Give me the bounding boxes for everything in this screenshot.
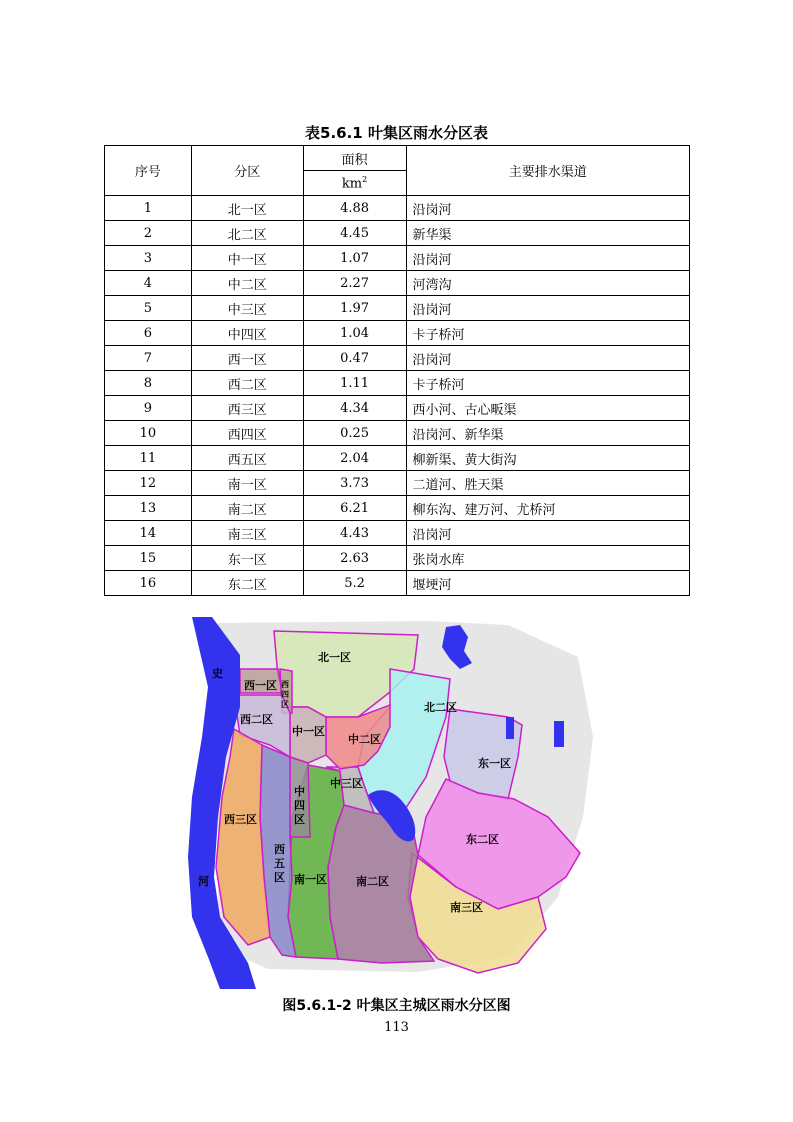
table-row — [105, 221, 690, 246]
river-label-bottom: 河 — [198, 875, 209, 888]
row-channel: 卡子桥河 — [406, 371, 689, 396]
row-area: 1.07 — [303, 246, 406, 271]
row-zone: 中二区 — [191, 271, 303, 296]
label-east2: 东二区 — [466, 833, 499, 846]
row-index: 3 — [105, 246, 192, 271]
pond-shape — [506, 717, 514, 739]
row-index: 14 — [105, 521, 192, 546]
row-channel: 卡子桥河 — [406, 321, 689, 346]
table-row — [105, 296, 690, 321]
label-west5-b: 五 — [274, 857, 285, 870]
row-channel: 张岗水库 — [406, 546, 689, 571]
row-channel: 沿岗河 — [406, 521, 689, 546]
row-area: 4.88 — [303, 196, 406, 221]
rainwater-zone-map — [178, 617, 598, 989]
table-row — [105, 421, 690, 446]
map-svg — [178, 617, 598, 989]
river-label-top: 史 — [212, 667, 223, 680]
row-area: 6.21 — [303, 496, 406, 521]
table-row — [105, 571, 690, 596]
row-index: 16 — [105, 571, 192, 596]
row-area: 0.47 — [303, 346, 406, 371]
row-zone: 西四区 — [191, 421, 303, 446]
row-zone: 南二区 — [191, 496, 303, 521]
table-title: 表5.6.1 叶集区雨水分区表 — [305, 124, 488, 142]
label-east1: 东一区 — [478, 757, 511, 770]
row-channel: 沿岗河、新华渠 — [406, 421, 689, 446]
label-west5-a: 西 — [274, 843, 285, 856]
table-row — [105, 271, 690, 296]
row-index: 9 — [105, 396, 192, 421]
row-area: 5.2 — [303, 571, 406, 596]
label-mid4-b: 四 — [294, 799, 305, 812]
row-area: 4.34 — [303, 396, 406, 421]
row-area: 2.63 — [303, 546, 406, 571]
label-mid1: 中一区 — [292, 725, 325, 738]
label-west2: 西二区 — [240, 713, 273, 726]
row-zone: 西五区 — [191, 446, 303, 471]
row-area: 3.73 — [303, 471, 406, 496]
header-channel: 主要排水渠道 — [406, 146, 689, 196]
row-channel: 柳新渠、黄大街沟 — [406, 446, 689, 471]
row-area: 0.25 — [303, 421, 406, 446]
row-index: 8 — [105, 371, 192, 396]
row-zone: 东二区 — [191, 571, 303, 596]
row-area: 4.43 — [303, 521, 406, 546]
table-row — [105, 371, 690, 396]
table-row — [105, 471, 690, 496]
row-area: 2.27 — [303, 271, 406, 296]
label-south3: 南三区 — [450, 901, 483, 914]
row-zone: 西二区 — [191, 371, 303, 396]
label-south1: 南一区 — [294, 873, 327, 886]
label-west4-a: 西 — [281, 680, 289, 689]
table-row — [105, 396, 690, 421]
row-channel: 沿岗河 — [406, 246, 689, 271]
label-west4-c: 区 — [281, 700, 289, 709]
page-number: 113 — [384, 1020, 409, 1035]
table-row — [105, 196, 690, 221]
header-index: 序号 — [105, 146, 192, 196]
row-index: 13 — [105, 496, 192, 521]
table-row — [105, 346, 690, 371]
table-row — [105, 446, 690, 471]
row-zone: 中一区 — [191, 246, 303, 271]
header-zone: 分区 — [191, 146, 303, 196]
table-header-row — [105, 146, 690, 171]
table-row — [105, 496, 690, 521]
rainwater-zone-table — [104, 145, 690, 596]
row-zone: 北一区 — [191, 196, 303, 221]
row-channel: 沿岗河 — [406, 196, 689, 221]
row-index: 15 — [105, 546, 192, 571]
row-channel: 新华渠 — [406, 221, 689, 246]
row-area: 2.04 — [303, 446, 406, 471]
row-index: 2 — [105, 221, 192, 246]
row-zone: 中三区 — [191, 296, 303, 321]
table-row — [105, 246, 690, 271]
row-index: 6 — [105, 321, 192, 346]
row-area: 1.97 — [303, 296, 406, 321]
row-channel: 沿岗河 — [406, 346, 689, 371]
row-area: 4.45 — [303, 221, 406, 246]
row-index: 11 — [105, 446, 192, 471]
row-zone: 南一区 — [191, 471, 303, 496]
label-west4-b: 四 — [281, 690, 289, 699]
row-channel: 河湾沟 — [406, 271, 689, 296]
row-zone: 南三区 — [191, 521, 303, 546]
row-index: 1 — [105, 196, 192, 221]
row-index: 4 — [105, 271, 192, 296]
row-index: 5 — [105, 296, 192, 321]
row-zone: 西一区 — [191, 346, 303, 371]
table-row — [105, 546, 690, 571]
row-index: 7 — [105, 346, 192, 371]
row-area: 1.11 — [303, 371, 406, 396]
row-channel: 西小河、古心畈渠 — [406, 396, 689, 421]
figure-caption: 图5.6.1-2 叶集区主城区雨水分区图 — [282, 998, 511, 1014]
row-channel: 柳东沟、建万河、尤桥河 — [406, 496, 689, 521]
header-area-unit — [303, 171, 406, 196]
label-north1: 北一区 — [318, 651, 351, 664]
row-zone: 中四区 — [191, 321, 303, 346]
row-index: 10 — [105, 421, 192, 446]
header-area: 面积 — [303, 146, 406, 171]
row-index: 12 — [105, 471, 192, 496]
label-south2: 南二区 — [356, 875, 389, 888]
row-zone: 北二区 — [191, 221, 303, 246]
area-unit-text: km — [341, 176, 363, 192]
label-mid2: 中二区 — [348, 733, 381, 746]
label-mid3: 中三区 — [330, 777, 363, 790]
label-west3: 西三区 — [224, 813, 257, 826]
label-mid4-c: 区 — [294, 813, 305, 826]
row-channel: 沿岗河 — [406, 296, 689, 321]
row-channel: 二道河、胜天渠 — [406, 471, 689, 496]
row-zone: 西三区 — [191, 396, 303, 421]
area-unit-sup: 2 — [362, 174, 368, 184]
label-north2: 北二区 — [424, 701, 457, 714]
row-area: 1.04 — [303, 321, 406, 346]
row-zone: 东一区 — [191, 546, 303, 571]
label-west1: 西一区 — [244, 679, 277, 692]
label-west5-c: 区 — [274, 871, 285, 884]
pond-shape-2 — [554, 721, 564, 747]
label-mid4-a: 中 — [294, 785, 305, 798]
row-channel: 堰埂河 — [406, 571, 689, 596]
table-body — [105, 196, 690, 596]
table-row — [105, 321, 690, 346]
table-row — [105, 521, 690, 546]
